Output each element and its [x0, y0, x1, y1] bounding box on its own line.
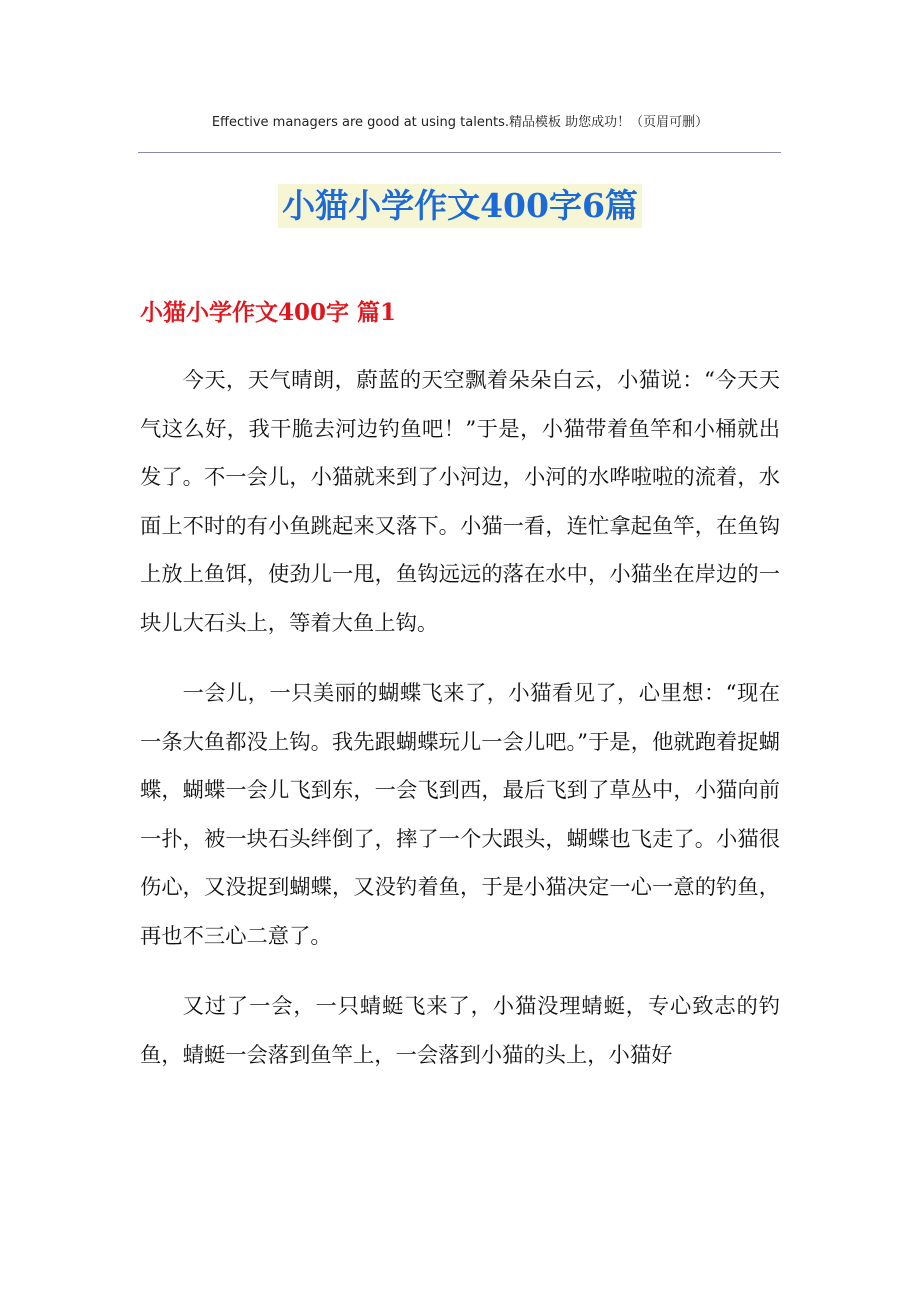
header-divider [138, 152, 781, 153]
paragraph-3: 又过了一会，一只蜻蜓飞来了，小猫没理蜻蜓，专心致志的钓鱼，蜻蜓一会落到鱼竿上，一会落到小猫的头上，小猫好 [140, 994, 780, 1068]
section-heading: 小猫小学作文400字 篇1 [140, 299, 397, 326]
title-container [0, 184, 920, 228]
document-title: 小猫小学作文400字6篇 [278, 184, 642, 228]
article-body [140, 357, 780, 1102]
page-header-text: Effective managers are good at using talents.精品模板 助您成功！（页眉可删） [211, 115, 709, 130]
paragraph-1: 今天，天气晴朗，蔚蓝的天空飘着朵朵白云，小猫说：“今天天气这么好，我干脆去河边钓鱼吧！”于是，小猫带着鱼竿和小桶就出发了。不一会儿，小猫就来到了小河边，小河的水哗啦啦的流着，水面上不时的有小鱼跳起来又落下。小猫一看，连忙拿起鱼竿，在鱼钩上放上鱼饵，使劲儿一甩，鱼钩远远的落在水中，小猫坐在岸边的一块儿大石头上，等着大鱼上钩。 [140, 368, 780, 636]
paragraph-2: 一会儿，一只美丽的蝴蝶飞来了，小猫看见了，心里想：“现在一条大鱼都没上钩。我先跟蝴蝶玩儿一会儿吧。”于是，他就跑着捉蝴蝶，蝴蝶一会儿飞到东，一会飞到西，最后飞到了草丛中，小猫向前一扑，被一块石头绊倒了，摔了一个大跟头，蝴蝶也飞走了。小猫很伤心，又没捉到蝴蝶，又没钓着鱼，于是小猫决定一心一意的钓鱼，再也不三心二意了。 [140, 681, 780, 949]
